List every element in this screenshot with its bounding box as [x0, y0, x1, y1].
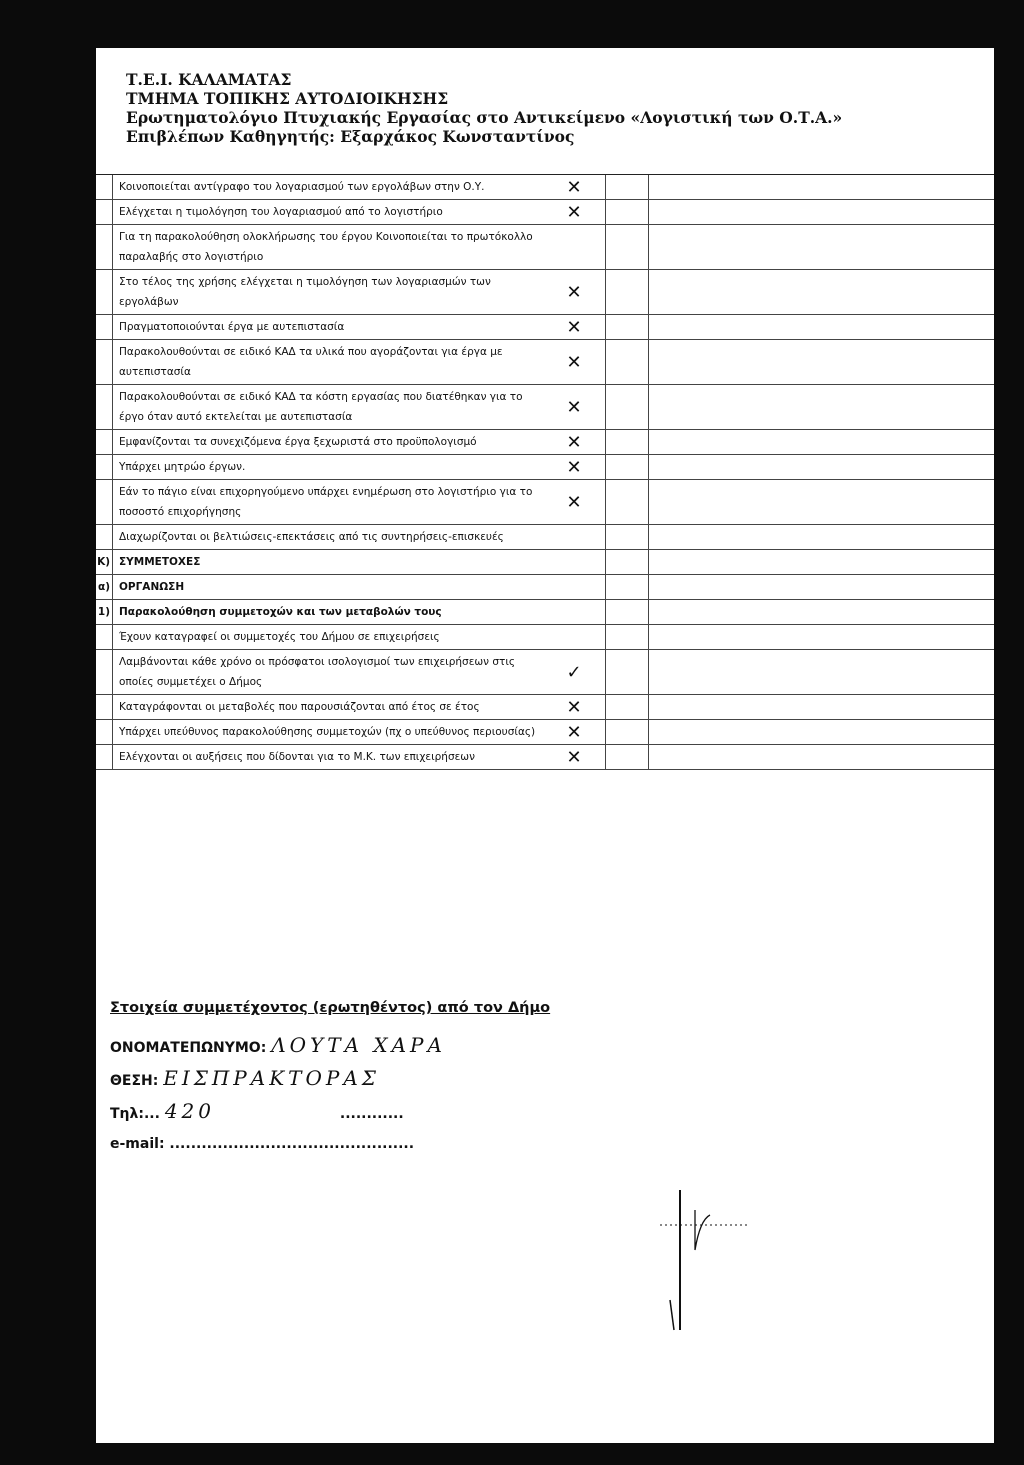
answer-mark[interactable]: ✕ [566, 201, 582, 223]
notes-cell[interactable] [648, 525, 994, 549]
participant-heading: Στοιχεία συμμετέχοντος (ερωτηθέντος) από τον Δήμο [110, 1000, 551, 1016]
participant-info [110, 1000, 810, 1159]
notes-cell[interactable] [648, 650, 994, 694]
answer-mark[interactable] [543, 225, 605, 269]
row-number [96, 480, 113, 524]
notes-cell[interactable] [648, 745, 994, 769]
answer-cell-empty[interactable] [605, 455, 648, 479]
table-row [96, 385, 994, 430]
table-row [96, 430, 994, 455]
phone-dots: ............ [339, 1106, 404, 1122]
answer-mark[interactable]: ✕ [566, 176, 582, 198]
notes-cell[interactable] [648, 480, 994, 524]
notes-cell[interactable] [648, 270, 994, 314]
notes-cell[interactable] [648, 625, 994, 649]
notes-cell[interactable] [648, 225, 994, 269]
table-row [96, 695, 994, 720]
answer-cell-empty[interactable] [605, 385, 648, 429]
row-number: α) [96, 575, 113, 599]
row-number [96, 340, 113, 384]
table-row [96, 270, 994, 315]
scan-border-right [994, 0, 1024, 1465]
row-question: ΟΡΓΑΝΩΣΗ [119, 581, 185, 593]
answer-cell-empty[interactable] [605, 720, 648, 744]
row-number [96, 430, 113, 454]
answer-cell-empty[interactable] [605, 315, 648, 339]
table-row [96, 600, 994, 625]
questionnaire-title: Ερωτηματολόγιο Πτυχιακής Εργασίας στο Αντικείμενο «Λογιστική των Ο.Τ.Α.» [126, 108, 843, 127]
row-question: Έχουν καταγραφεί οι συμμετοχές του Δήμου σε επιχειρήσεις [119, 631, 440, 643]
table-row [96, 650, 994, 695]
row-number [96, 270, 113, 314]
row-number [96, 200, 113, 224]
institution-name: Τ.Ε.Ι. ΚΑΛΑΜΑΤΑΣ [126, 70, 292, 89]
department-name: ΤΜΗΜΑ ΤΟΠΙΚΗΣ ΑΥΤΟΔΙΟΙΚΗΣΗΣ [126, 89, 449, 108]
row-question: Υπάρχει μητρώο έργων. [119, 461, 246, 473]
answer-cell-empty[interactable] [605, 650, 648, 694]
table-row [96, 200, 994, 225]
table-row [96, 745, 994, 770]
row-number [96, 745, 113, 769]
table-row [96, 340, 994, 385]
email-label: e-mail: [110, 1136, 165, 1152]
name-value[interactable]: ΛΟΥΤΑ ΧΑΡΑ [271, 1033, 446, 1057]
notes-cell[interactable] [648, 175, 994, 199]
table-row [96, 225, 994, 270]
row-question: Υπάρχει υπεύθυνος παρακολούθησης συμμετοχών (πχ ο υπεύθυνος περιουσίας) [119, 726, 536, 738]
row-number [96, 315, 113, 339]
row-question: Παρακολούθηση συμμετοχών και των μεταβολών τους [119, 606, 442, 618]
position-value[interactable]: ΕΙΣΠΡΑΚΤΟΡΑΣ [163, 1066, 380, 1090]
answer-cell-empty[interactable] [605, 225, 648, 269]
table-row [96, 550, 994, 575]
answer-mark[interactable]: ✕ [566, 351, 582, 373]
row-number [96, 525, 113, 549]
notes-cell[interactable] [648, 200, 994, 224]
table-row [96, 525, 994, 550]
name-label: ΟΝΟΜΑΤΕΠΩΝΥΜΟ: [110, 1040, 267, 1056]
phone-value[interactable]: 420 [164, 1099, 215, 1123]
table-row [96, 480, 994, 525]
table-row [96, 315, 994, 340]
answer-mark[interactable]: ✕ [566, 746, 582, 768]
row-question: Ελέγχεται η τιμολόγηση του λογαριασμού από το λογιστήριο [119, 206, 443, 218]
answer-cell-empty[interactable] [605, 625, 648, 649]
answer-mark[interactable]: ✕ [566, 316, 582, 338]
document-header [126, 70, 986, 146]
answer-cell-empty[interactable] [605, 175, 648, 199]
answer-mark[interactable]: ✕ [566, 431, 582, 453]
answer-cell-empty[interactable] [605, 270, 648, 314]
answer-cell-empty[interactable] [605, 340, 648, 384]
notes-cell[interactable] [648, 575, 994, 599]
row-number [96, 695, 113, 719]
phone-label: Τηλ:... [110, 1106, 160, 1122]
notes-cell[interactable] [648, 550, 994, 574]
row-question: Για τη παρακολούθηση ολοκλήρωσης του έργου Κοινοποιείται το πρωτόκολλο παραλαβής στο λογιστήριο [119, 231, 533, 263]
row-number: 1) [96, 600, 113, 624]
answer-mark[interactable]: ✓ [566, 661, 582, 683]
row-question: Παρακολουθούνται σε ειδικό ΚΑΔ τα κόστη εργασίας που διατέθηκαν για το έργο όταν αυτό εκτελείται με αυτεπιστασία [119, 391, 523, 423]
answer-mark[interactable]: ✕ [566, 281, 582, 303]
answer-mark[interactable] [543, 575, 605, 599]
row-number [96, 225, 113, 269]
name-line [110, 1030, 810, 1063]
answer-cell-empty[interactable] [605, 695, 648, 719]
notes-cell[interactable] [648, 385, 994, 429]
table-row [96, 720, 994, 745]
answer-cell-empty[interactable] [605, 745, 648, 769]
signature-mark [640, 1180, 760, 1340]
notes-cell[interactable] [648, 695, 994, 719]
answer-mark[interactable]: ✕ [566, 721, 582, 743]
row-question: Διαχωρίζονται οι βελτιώσεις-επεκτάσεις από τις συντηρήσεις-επισκευές [119, 531, 504, 543]
email-dots[interactable]: .............................................. [169, 1136, 415, 1152]
answer-mark[interactable] [543, 600, 605, 624]
table-row [96, 575, 994, 600]
answer-mark[interactable] [543, 625, 605, 649]
answer-mark[interactable]: ✕ [566, 491, 582, 513]
row-question: Εμφανίζονται τα συνεχιζόμενα έργα ξεχωριστά στο προϋπολογισμό [119, 436, 477, 448]
answer-cell-empty[interactable] [605, 480, 648, 524]
scan-border-left [0, 0, 96, 1465]
row-question: Καταγράφονται οι μεταβολές που παρουσιάζονται από έτος σε έτος [119, 701, 480, 713]
answer-cell-empty[interactable] [605, 525, 648, 549]
answer-mark[interactable]: ✕ [566, 456, 582, 478]
row-number [96, 625, 113, 649]
row-question: Στο τέλος της χρήσης ελέγχεται η τιμολόγηση των λογαριασμών των εργολάβων [119, 276, 491, 308]
answer-cell-empty[interactable] [605, 200, 648, 224]
table-row [96, 175, 994, 200]
answer-mark[interactable]: ✕ [566, 396, 582, 418]
row-question: ΣΥΜΜΕΤΟΧΕΣ [119, 556, 201, 568]
supervisor-name: Επιβλέπων Καθηγητής: Εξαρχάκος Κωνσταντίνος [126, 127, 575, 146]
email-line [110, 1129, 810, 1159]
row-number [96, 650, 113, 694]
row-number [96, 175, 113, 199]
answer-cell-empty[interactable] [605, 550, 648, 574]
answer-mark[interactable]: ✕ [566, 696, 582, 718]
notes-cell[interactable] [648, 340, 994, 384]
row-question: Λαμβάνονται κάθε χρόνο οι πρόσφατοι ισολογισμοί των επιχειρήσεων στις οποίες συμμετέχει ο Δήμος [119, 656, 516, 688]
answer-mark[interactable] [543, 525, 605, 549]
row-question: Παρακολουθούνται σε ειδικό ΚΑΔ τα υλικά που αγοράζονται για έργα με αυτεπιστασία [119, 346, 503, 378]
table-row [96, 455, 994, 480]
scan-border-bottom [0, 1443, 1024, 1465]
notes-cell[interactable] [648, 315, 994, 339]
notes-cell[interactable] [648, 455, 994, 479]
table-row [96, 625, 994, 650]
row-question: Πραγματοποιούνται έργα με αυτεπιστασία [119, 321, 345, 333]
row-number [96, 385, 113, 429]
answer-cell-empty[interactable] [605, 430, 648, 454]
row-question: Εάν το πάγιο είναι επιχορηγούμενο υπάρχει ενημέρωση στο λογιστήριο για το ποσοστό επιχορήγησης [119, 486, 533, 518]
answer-cell-empty[interactable] [605, 575, 648, 599]
notes-cell[interactable] [648, 720, 994, 744]
row-number [96, 455, 113, 479]
position-label: ΘΕΣΗ: [110, 1073, 159, 1089]
questionnaire-table [96, 174, 994, 770]
row-question: Ελέγχονται οι αυξήσεις που δίδονται για το Μ.Κ. των επιχειρήσεων [119, 751, 475, 763]
notes-cell[interactable] [648, 600, 994, 624]
row-question: Κοινοποιείται αντίγραφο του λογαριασμού των εργολάβων στην Ο.Υ. [119, 181, 485, 193]
answer-mark[interactable] [543, 550, 605, 574]
scan-border-top [0, 0, 1024, 48]
row-number [96, 720, 113, 744]
notes-cell[interactable] [648, 430, 994, 454]
answer-cell-empty[interactable] [605, 600, 648, 624]
position-line [110, 1063, 810, 1096]
phone-line [110, 1096, 810, 1129]
row-number: Κ) [96, 550, 113, 574]
